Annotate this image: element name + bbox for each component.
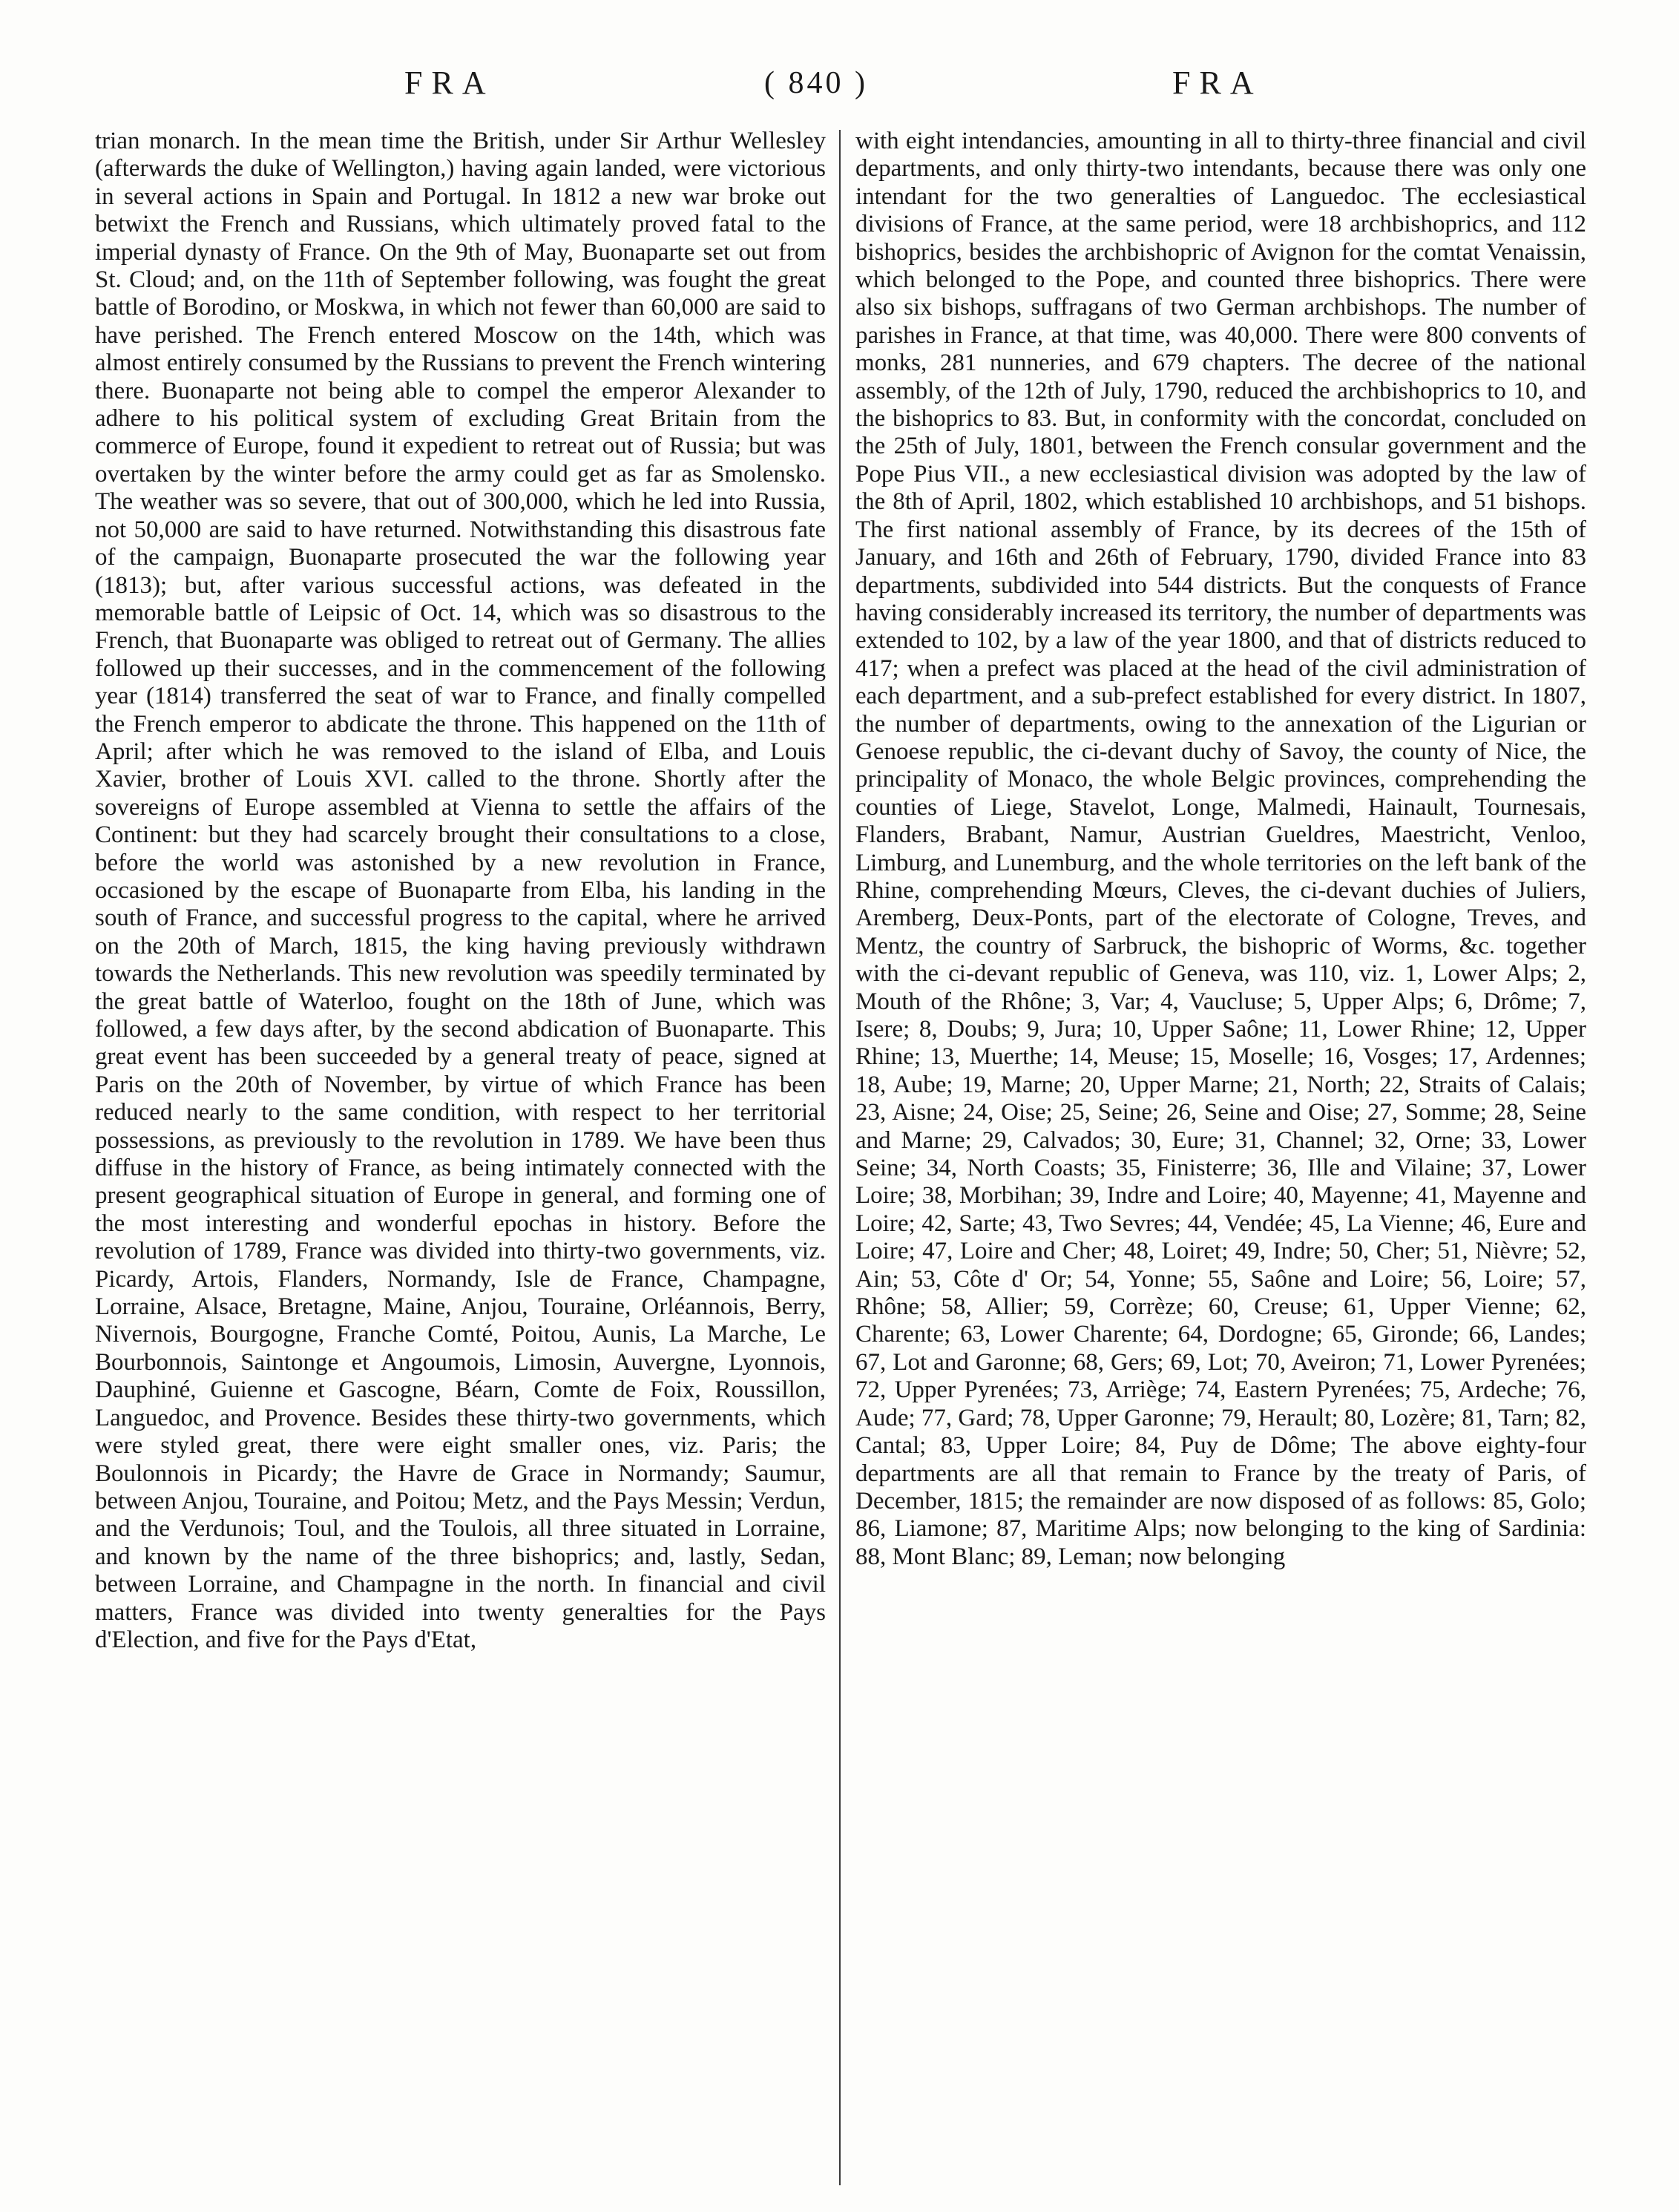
page-number: ( 840 ) <box>764 66 868 100</box>
running-header <box>0 61 1679 113</box>
header-right: FRA <box>1172 65 1263 101</box>
column-right <box>855 128 1586 1571</box>
column-left <box>95 128 826 1654</box>
column-left-text: trian monarch. In the mean time the British, under Sir Arthur Wellesley (afterwards the duke of Wellington,) having again landed, were victorious in several actions in Spain and Portugal. In 1812 a new war broke out betwixt the French and Russians, which ultimately proved fatal to the imperial dynasty of France. On the 9th of May, Buonaparte set out from St. Cloud; and, on the 11th of September following, was fought the great battle of Borodino, or Moskwa, in which not fewer than 60,000 are said to have perished. The French entered Moscow on the 14th, which was almost entirely consumed by the Russians to prevent the French wintering there. Buonaparte not being able to compel the emperor Alexander to adhere to his political system of excluding Great Britain from the commerce of Europe, found it expedient to retreat out of Russia; but was overtaken by the winter before the army could get as far as Smolensko. The weather was so severe, that out of 300,000, which he led into Russia, not 50,000 are said to have returned. Notwithstanding this disastrous fate of the campaign, Buonaparte prosecuted the war the following year (1813); but, after various successful actions, was defeated in the memorable battle of Leipsic of Oct. 14, which was so disastrous to the French, that Buonaparte was obliged to retreat out of Germany. The allies followed up their successes, and in the commencement of the following year (1814) transferred the seat of war to France, and finally compelled the French emperor to abdicate the throne. This happened on the 11th of April; after which he was removed to the island of Elba, and Louis Xavier, brother of Louis XVI. called to the throne. Shortly after the sovereigns of Europe assembled at Vienna to settle the affairs of the Continent: but they had scarcely brought their consultations to a close, before the world was astonished by a new revolution in France, occasioned by the escape of Buonaparte from Elba, his landing in the south of France, and successful progress to the capital, where he arrived on the 20th of March, 1815, the king having previously withdrawn towards the Netherlands. This new revolution was speedily terminated by the great battle of Waterloo, fought on the 18th of June, which was followed, a few days after, by the second abdication of Buonaparte. This great event has been succeeded by a general treaty of peace, signed at Paris on the 20th of November, by virtue of which France has been reduced nearly to the same condition, with respect to her territorial possessions, as previously to the revolution in 1789. We have been thus diffuse in the history of France, as being intimately connected with the present geographical situation of Europe in general, and forming one of the most interesting and wonderful epochas in history. Before the revolution of 1789, France was divided into thirty-two governments, viz. Picardy, Artois, Flanders, Normandy, Isle de France, Champagne, Lorraine, Alsace, Bretagne, Maine, Anjou, Touraine, Orléannois, Berry, Nivernois, Bourgogne, Franche Comté, Poitou, Aunis, La Marche, Le Bourbonnois, Saintonge et Angoumois, Limosin, Auvergne, Lyonnois, Dauphiné, Guienne et Gascogne, Béarn, Comte de Foix, Roussillon, Languedoc, and Provence. Besides these thirty-two governments, which were styled great, there were eight smaller ones, viz. Paris; the Boulonnois in Picardy; the Havre de Grace in Normandy; Saumur, between Anjou, Touraine, and Poitou; Metz, and the Pays Messin; Verdun, and the Verdunois; Toul, and the Toulois, all three situated in Lorraine, and known by the name of the three bishoprics; and, lastly, Sedan, between Lorraine, and Champagne in the north. In financial and civil matters, France was divided into twenty generalties for the Pays d'Election, and five for the Pays d'Etat, <box>95 128 826 1653</box>
column-divider <box>839 130 841 2185</box>
column-right-text: with eight intendancies, amounting in all to thirty-three financial and civil departments, and only thirty-two intendants, because there was only one intendant for the two generalties of Languedoc. The ecclesiastical divisions of France, at the same period, were 18 archbishoprics, and 112 bishoprics, besides the archbishopric of Avignon for the comtat Venaissin, which belonged to the Pope, and counted three bishoprics. There were also six bishops, suffragans of two German archbishops. The number of parishes in France, at that time, was 40,000. There were 800 convents of monks, 281 nunneries, and 679 chapters. The decree of the national assembly, of the 12th of July, 1790, reduced the archbishoprics to 10, and the bishoprics to 83. But, in conformity with the concordat, concluded on the 25th of July, 1801, between the French consular government and the Pope Pius VII., a new ecclesiastical division was adopted by the law of the 8th of April, 1802, which established 10 archbishops, and 51 bishops. The first national assembly of France, by its decrees of the 15th of January, and 16th and 26th of February, 1790, divided France into 83 departments, subdivided into 544 districts. But the conquests of France having considerably increased its territory, the number of departments was extended to 102, by a law of the year 1800, and that of districts reduced to 417; when a prefect was placed at the head of the civil administration of each department, and a sub-prefect established for every district. In 1807, the number of departments, owing to the annexation of the Ligurian or Genoese republic, the ci-devant duchy of Savoy, the county of Nice, the principality of Monaco, the whole Belgic provinces, comprehending the counties of Liege, Stavelot, Longe, Malmedi, Hainault, Tournesais, Flanders, Brabant, Namur, Austrian Gueldres, Maestricht, Venloo, Limburg, and Lunemburg, and the whole territories on the left bank of the Rhine, comprehending Mœurs, Cleves, the ci-devant duchies of Juliers, Aremberg, Deux-Ponts, part of the electorate of Cologne, Treves, and Mentz, the country of Sarbruck, the bishopric of Worms, &c. together with the ci-devant republic of Geneva, was 110, viz. 1, Lower Alps; 2, Mouth of the Rhône; 3, Var; 4, Vaucluse; 5, Upper Alps; 6, Drôme; 7, Isere; 8, Doubs; 9, Jura; 10, Upper Saône; 11, Lower Rhine; 12, Upper Rhine; 13, Muerthe; 14, Meuse; 15, Moselle; 16, Vosges; 17, Ardennes; 18, Aube; 19, Marne; 20, Upper Marne; 21, North; 22, Straits of Calais; 23, Aisne; 24, Oise; 25, Seine; 26, Seine and Oise; 27, Somme; 28, Seine and Marne; 29, Calvados; 30, Eure; 31, Channel; 32, Orne; 33, Lower Seine; 34, North Coasts; 35, Finisterre; 36, Ille and Vilaine; 37, Lower Loire; 38, Morbihan; 39, Indre and Loire; 40, Mayenne; 41, Mayenne and Loire; 42, Sarte; 43, Two Sevres; 44, Vendée; 45, La Vienne; 46, Eure and Loire; 47, Loire and Cher; 48, Loiret; 49, Indre; 50, Cher; 51, Nièvre; 52, Ain; 53, Côte d' Or; 54, Yonne; 55, Saône and Loire; 56, Loire; 57, Rhône; 58, Allier; 59, Corrèze; 60, Creuse; 61, Upper Vienne; 62, Charente; 63, Lower Charente; 64, Dordogne; 65, Gironde; 66, Landes; 67, Lot and Garonne; 68, Gers; 69, Lot; 70, Aveiron; 71, Lower Pyrenées; 72, Upper Pyrenées; 73, Arriège; 74, Eastern Pyrenées; 75, Ardeche; 76, Aude; 77, Gard; 78, Upper Garonne; 79, Herault; 80, Lozère; 81, Tarn; 82, Cantal; 83, Upper Loire; 84, Puy de Dôme; The above eighty-four departments are all that remain to France by the treaty of Paris, of December, 1815; the remainder are now disposed of as follows: 85, Golo; 86, Liamone; 87, Maritime Alps; now belonging to the king of Sardinia: 88, Mont Blanc; 89, Leman; now belonging <box>855 128 1586 1570</box>
header-left: FRA <box>404 65 495 101</box>
